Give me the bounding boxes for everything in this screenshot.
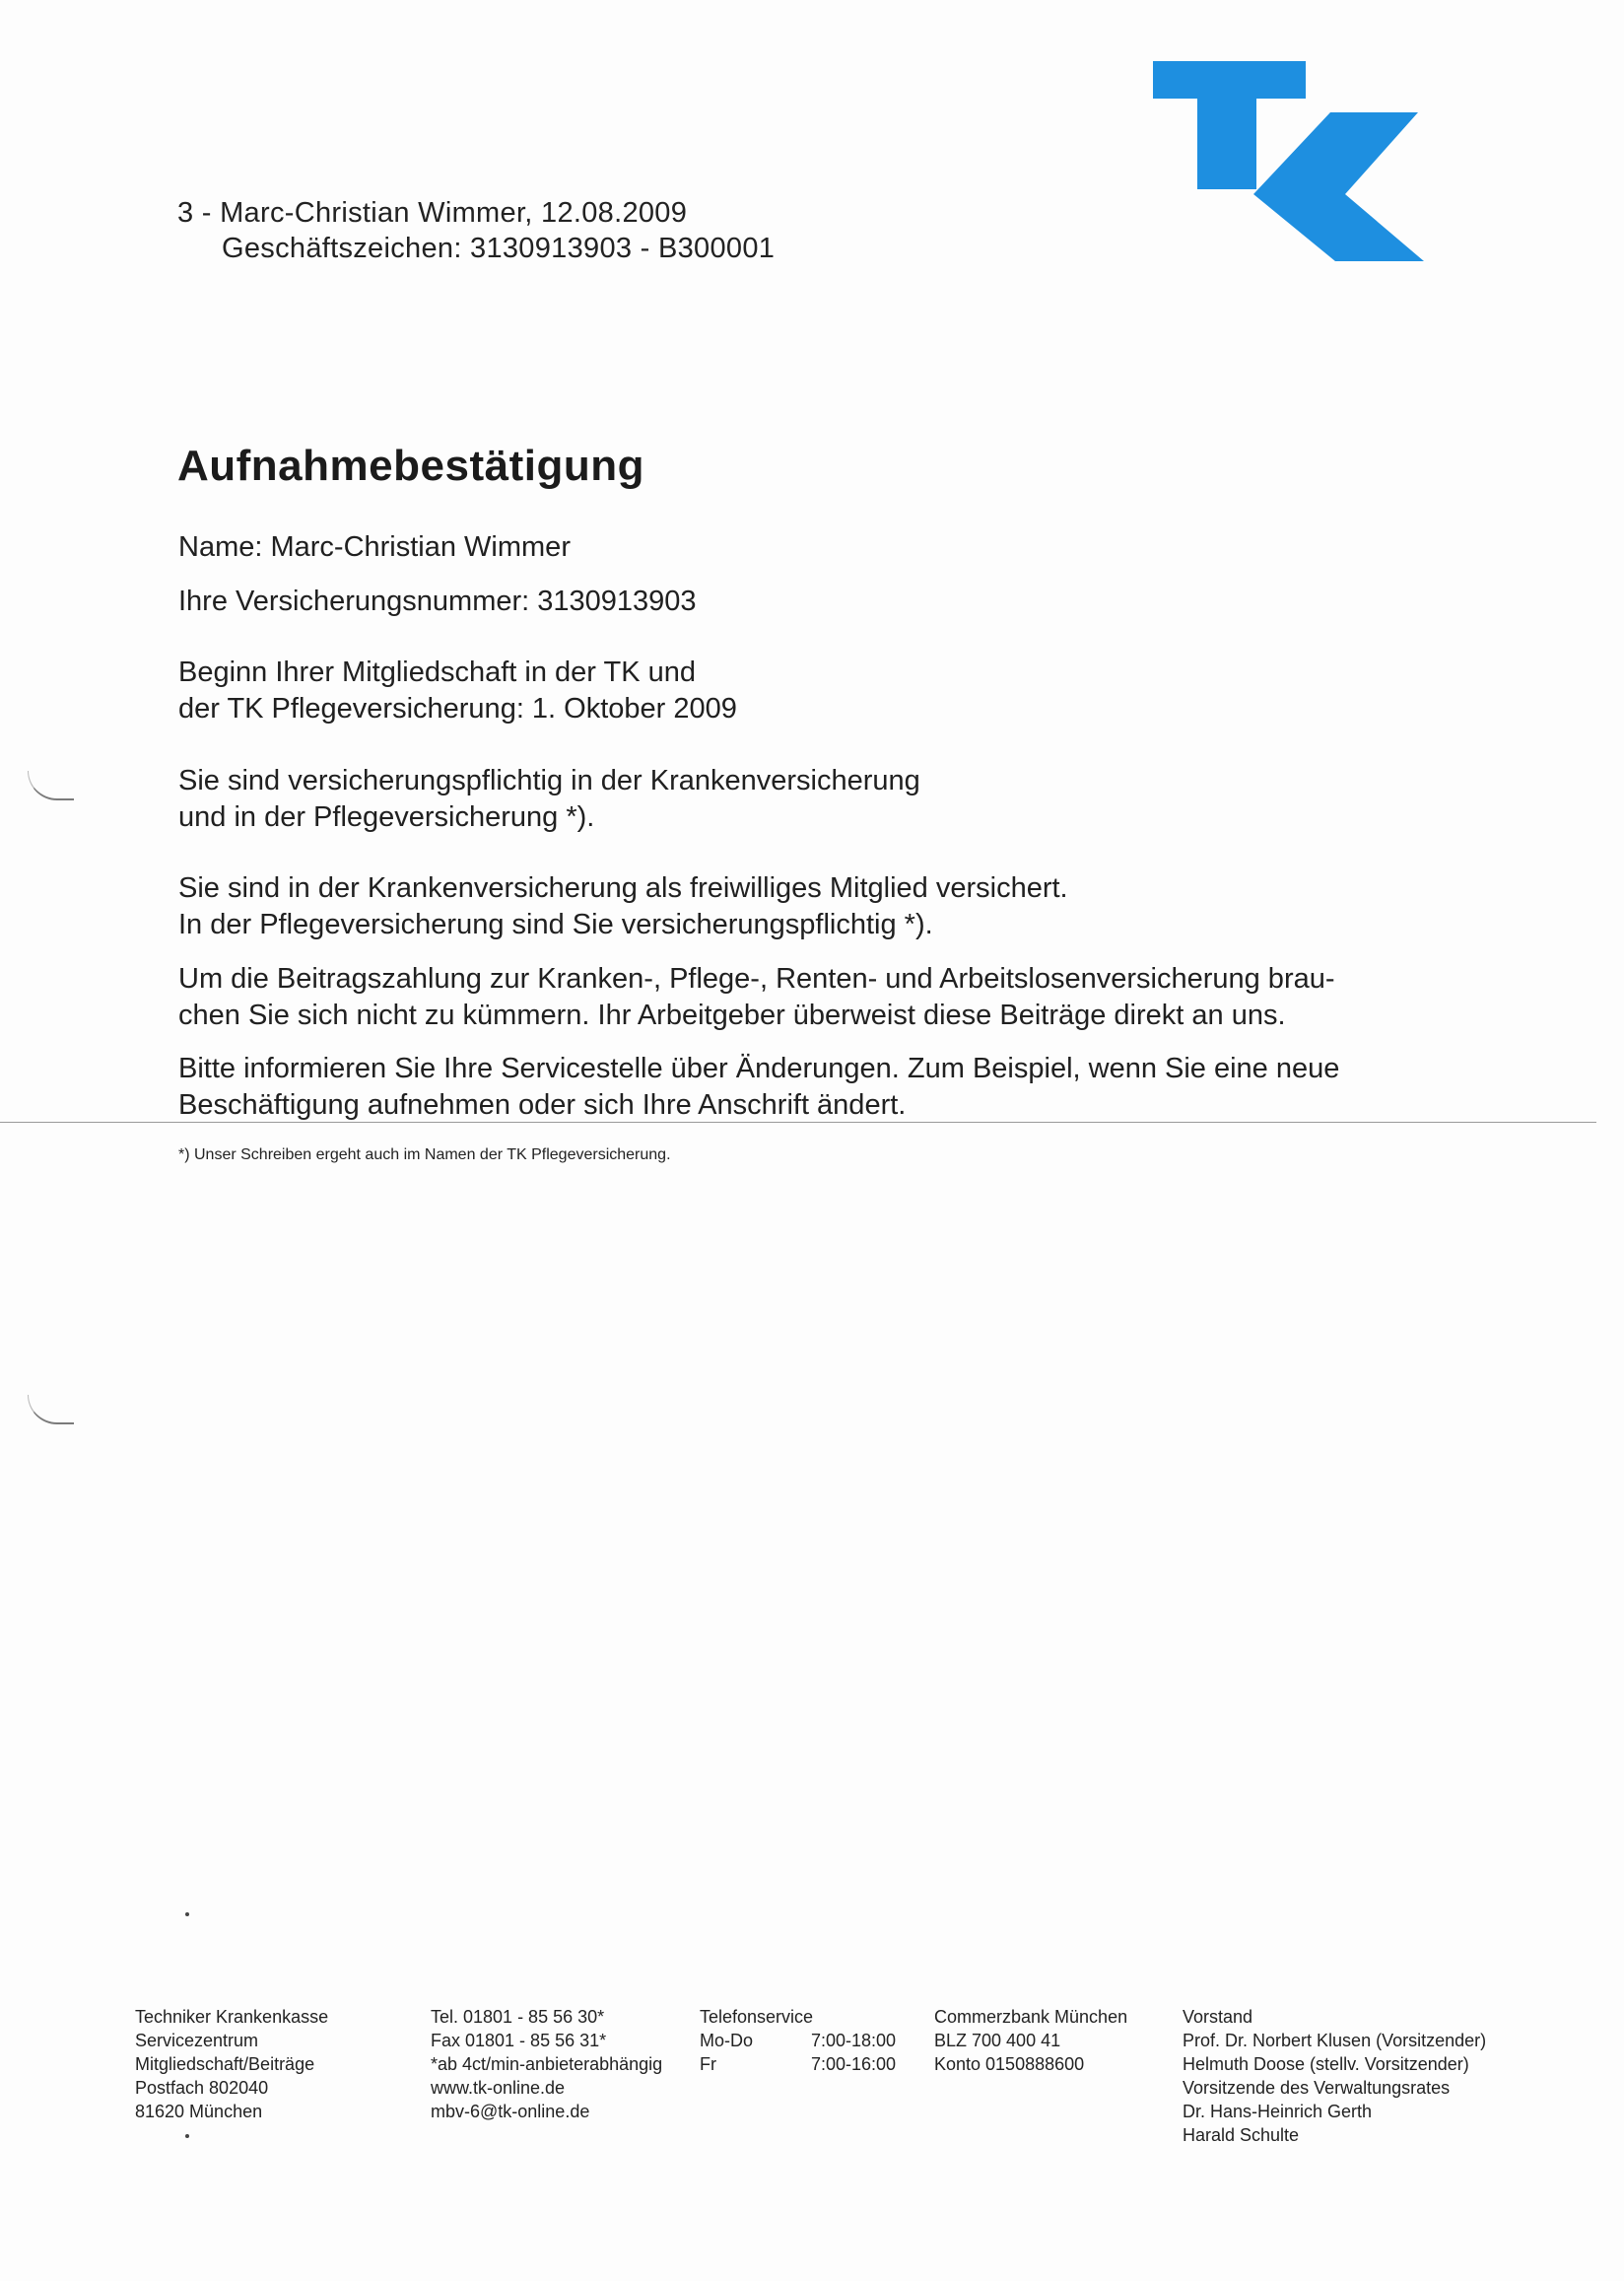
tk-logo: [1153, 61, 1424, 263]
footer-website-link[interactable]: www.tk-online.de: [431, 2078, 566, 2098]
footer-contact: [431, 2005, 662, 2123]
punch-hole-mark: [28, 771, 74, 800]
paragraph-line: und in der Pflegeversicherung *).: [178, 801, 595, 833]
footer-line: Konto 0150888600: [934, 2054, 1085, 2074]
service-days: Fr: [700, 2054, 716, 2074]
paragraph-line: Sie sind in der Krankenversicherung als freiwilliges Mitglied versichert.: [178, 872, 1068, 904]
scan-dot: [185, 2134, 189, 2138]
contributions-paragraph: [178, 961, 1335, 1034]
paragraph-line: Um die Beitragszahlung zur Kranken-, Pflege-, Renten- und Arbeitslosenversicherung brau-: [178, 963, 1335, 995]
footer-line: Techniker Krankenkasse: [135, 2007, 329, 2027]
footer-bank: [934, 2005, 1127, 2076]
inform-changes-paragraph: [178, 1051, 1339, 1124]
paragraph-line: chen Sie sich nicht zu kümmern. Ihr Arbeitgeber überweist diese Beiträge direkt an uns.: [178, 1000, 1286, 1031]
service-hours: 7:00-16:00: [811, 2054, 897, 2074]
paragraph-line: In der Pflegeversicherung sind Sie versicherungspflichtig *).: [178, 909, 933, 940]
service-days: Mo-Do: [700, 2031, 754, 2050]
tk-logo-t-bar: [1153, 61, 1306, 99]
footer-line: Mitgliedschaft/Beiträge: [135, 2054, 315, 2074]
paragraph-line: Sie sind versicherungspflichtig in der Krankenversicherung: [178, 765, 920, 796]
footnote: *) Unser Schreiben ergeht auch im Namen der TK Pflegeversicherung.: [178, 1146, 671, 1163]
footer-line: Servicezentrum: [135, 2031, 259, 2050]
document-title: Aufnahmebestätigung: [177, 442, 644, 490]
tk-logo-k-chevron: [1253, 112, 1424, 261]
footer-line: Postfach 802040: [135, 2078, 269, 2098]
paragraph-line: Bitte informieren Sie Ihre Servicestelle über Änderungen. Zum Beispiel, wenn Sie eine neue: [178, 1053, 1340, 1084]
header-reference: 3 - Marc-Christian Wimmer, 12.08.2009: [177, 197, 688, 229]
footer-fax: Fax 01801 - 85 56 31*: [431, 2031, 607, 2050]
footer-line: BLZ 700 400 41: [934, 2031, 1061, 2050]
telefonservice-row: [700, 2029, 907, 2052]
footer-board: [1183, 2005, 1486, 2147]
paragraph-line: Beginn Ihrer Mitgliedschaft in der TK und: [178, 657, 696, 688]
footer-line: Prof. Dr. Norbert Klusen (Vorsitzender): [1183, 2031, 1487, 2050]
tk-logo-t-stem: [1197, 99, 1256, 189]
voluntary-member-paragraph: [178, 870, 1068, 943]
membership-begin-paragraph: [178, 655, 737, 727]
service-hours: 7:00-18:00: [811, 2031, 897, 2050]
footer-telefonservice: [700, 2005, 907, 2076]
footer-phone: Tel. 01801 - 85 56 30*: [431, 2007, 605, 2027]
header-business-reference: Geschäftszeichen: 3130913903 - B300001: [222, 233, 776, 264]
telefonservice-label: Telefonservice: [700, 2007, 814, 2027]
scan-dot: [185, 1912, 189, 1916]
name-line: Name: Marc-Christian Wimmer: [178, 531, 571, 563]
telefonservice-row: [700, 2052, 907, 2076]
punch-hole-mark: [28, 1395, 74, 1424]
mandatory-insurance-paragraph: [178, 763, 920, 836]
footer-line: Vorsitzende des Verwaltungsrates: [1183, 2078, 1451, 2098]
footer-line: 81620 München: [135, 2102, 263, 2121]
footer-line: Commerzbank München: [934, 2007, 1128, 2027]
footer-rate-note: *ab 4ct/min-anbieterabhängig: [431, 2054, 663, 2074]
paragraph-line: Beschäftigung aufnehmen oder sich Ihre Anschrift ändert.: [178, 1089, 907, 1121]
insurance-number-line: Ihre Versicherungsnummer: 3130913903: [178, 586, 697, 617]
paragraph-line: der TK Pflegeversicherung: 1. Oktober 2009: [178, 693, 737, 725]
footer-address: [135, 2005, 328, 2123]
footer-line: Helmuth Doose (stellv. Vorsitzender): [1183, 2054, 1469, 2074]
fold-mark-line: [0, 1122, 1596, 1123]
footer-line: Dr. Hans-Heinrich Gerth: [1183, 2102, 1373, 2121]
footer-email-link[interactable]: mbv-6@tk-online.de: [431, 2102, 590, 2121]
footer-line: Harald Schulte: [1183, 2125, 1300, 2145]
footer-line: Vorstand: [1183, 2007, 1253, 2027]
